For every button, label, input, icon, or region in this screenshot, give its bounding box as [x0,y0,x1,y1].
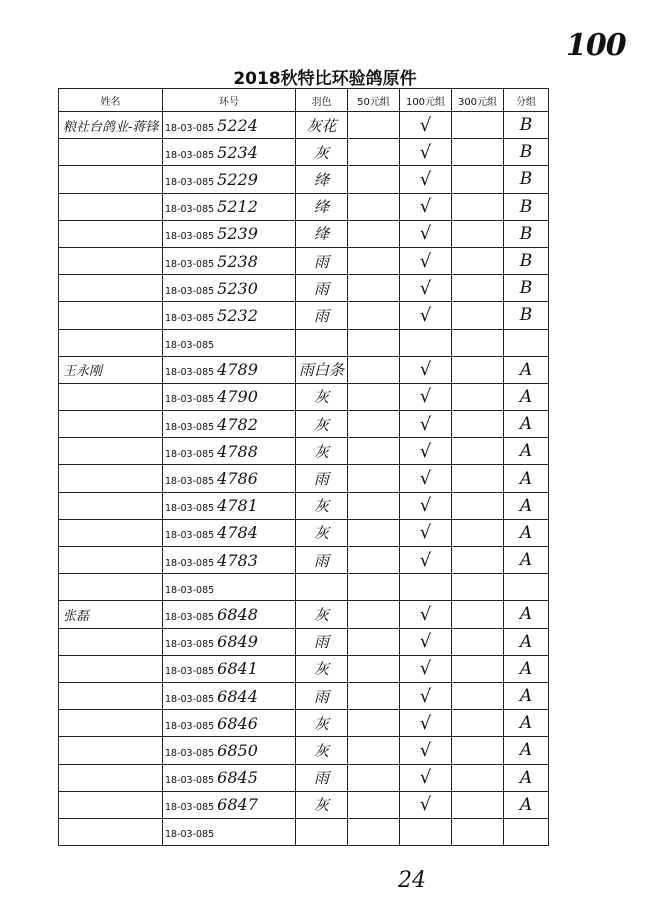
group-letter-cell [504,329,549,356]
table-row [59,682,549,709]
header-300-group: 300元组 [452,89,504,112]
group-letter-cell: A [504,411,549,438]
group-100-cell: √ [400,601,452,628]
group-50-cell [348,628,400,655]
group-50-cell [348,492,400,519]
group-letter-cell: A [504,356,549,383]
owner-name-cell [59,737,163,764]
owner-name-cell [59,655,163,682]
table-row [59,818,549,845]
ring-number-cell [163,655,296,682]
ring-number-cell [163,193,296,220]
table-row [59,329,549,356]
pigeon-ring-table [58,88,549,846]
owner-name-cell [59,438,163,465]
group-50-cell [348,112,400,139]
group-300-cell [452,139,504,166]
table-row [59,247,549,274]
group-300-cell [452,465,504,492]
feather-color-cell: 绛 [296,193,348,220]
table-row [59,166,549,193]
group-100-cell: √ [400,193,452,220]
group-100-cell [400,818,452,845]
group-50-cell [348,139,400,166]
group-300-cell [452,247,504,274]
group-50-cell [348,519,400,546]
group-100-cell: √ [400,302,452,329]
group-100-cell: √ [400,710,452,737]
feather-color-cell: 绛 [296,166,348,193]
ring-number-cell [163,574,296,601]
table-row [59,302,549,329]
owner-name-cell [59,547,163,574]
group-300-cell [452,601,504,628]
group-100-cell: √ [400,166,452,193]
group-100-cell: √ [400,139,452,166]
ring-number-cell [163,383,296,410]
group-100-cell: √ [400,682,452,709]
table-row [59,710,549,737]
owner-name-cell [59,275,163,302]
ring-number-cell [163,764,296,791]
owner-name-cell [59,383,163,410]
owner-name-cell [59,302,163,329]
group-50-cell [348,574,400,601]
ring-prefix: 18-03-085 [165,476,215,488]
group-letter-cell: B [504,193,549,220]
owner-name-cell [59,329,163,356]
footer-number: 24 [398,868,426,893]
group-letter-cell: B [504,139,549,166]
ring-prefix: 18-03-085 [165,530,215,542]
ring-number-cell [163,356,296,383]
group-50-cell [348,193,400,220]
feather-color-cell: 灰 [296,655,348,682]
group-letter-cell: B [504,166,549,193]
ring-prefix: 18-03-085 [165,448,215,460]
ring-suffix: 6848 [217,604,258,624]
group-letter-cell: A [504,383,549,410]
ring-suffix: 5232 [217,305,258,325]
ring-number-cell [163,112,296,139]
ring-number-cell [163,519,296,546]
group-50-cell [348,764,400,791]
header-row [59,89,549,112]
group-300-cell [452,547,504,574]
ring-number-cell [163,247,296,274]
group-300-cell [452,519,504,546]
feather-color-cell: 雨 [296,302,348,329]
ring-number-cell [163,601,296,628]
group-letter-cell: A [504,710,549,737]
ring-suffix: 4784 [217,523,258,543]
group-letter-cell: A [504,438,549,465]
group-50-cell [348,275,400,302]
group-50-cell [348,356,400,383]
table-row [59,655,549,682]
ring-number-cell [163,329,296,356]
group-letter-cell: B [504,275,549,302]
ring-prefix: 18-03-085 [165,421,215,433]
feather-color-cell: 灰 [296,139,348,166]
table-row [59,193,549,220]
feather-color-cell: 灰 [296,791,348,818]
table-row [59,492,549,519]
table-row [59,220,549,247]
ring-prefix: 18-03-085 [165,312,215,324]
group-300-cell [452,574,504,601]
ring-suffix: 6849 [217,632,258,652]
group-100-cell: √ [400,383,452,410]
ring-prefix: 18-03-085 [165,503,215,515]
group-letter-cell: A [504,465,549,492]
owner-name-cell [59,411,163,438]
feather-color-cell: 雨白条 [296,356,348,383]
group-letter-cell [504,574,549,601]
feather-color-cell: 雨 [296,628,348,655]
group-letter-cell: A [504,492,549,519]
owner-name-cell [59,247,163,274]
ring-prefix: 18-03-085 [165,802,215,814]
table-row [59,112,549,139]
group-letter-cell: A [504,547,549,574]
ring-suffix: 4790 [217,387,258,407]
group-50-cell [348,438,400,465]
group-letter-cell: A [504,519,549,546]
group-100-cell: √ [400,655,452,682]
owner-name-cell: 王永刚 [59,356,163,383]
group-letter-cell: B [504,112,549,139]
table-row [59,628,549,655]
ring-suffix: 5229 [217,169,258,189]
feather-color-cell [296,329,348,356]
ring-number-cell [163,818,296,845]
group-letter-cell: B [504,247,549,274]
ring-number-cell [163,791,296,818]
owner-name-cell [59,574,163,601]
ring-suffix: 4782 [217,414,258,434]
group-50-cell [348,329,400,356]
owner-name-cell [59,492,163,519]
feather-color-cell: 灰花 [296,112,348,139]
ring-prefix: 18-03-085 [165,204,215,216]
feather-color-cell: 灰 [296,411,348,438]
group-100-cell: √ [400,247,452,274]
group-100-cell: √ [400,737,452,764]
group-50-cell [348,655,400,682]
owner-name-cell [59,682,163,709]
group-letter-cell: B [504,302,549,329]
owner-name-cell [59,139,163,166]
group-100-cell: √ [400,465,452,492]
header-name: 姓名 [59,89,163,112]
feather-color-cell: 雨 [296,764,348,791]
owner-name-cell [59,166,163,193]
group-300-cell [452,818,504,845]
ring-suffix: 5230 [217,278,258,298]
header-color: 羽色 [296,89,348,112]
table-row [59,601,549,628]
ring-prefix: 18-03-085 [165,122,215,134]
ring-suffix: 4781 [217,496,258,516]
group-100-cell: √ [400,220,452,247]
ring-suffix: 6841 [217,659,258,679]
group-50-cell [348,411,400,438]
feather-color-cell: 雨 [296,465,348,492]
group-300-cell [452,737,504,764]
group-300-cell [452,791,504,818]
group-100-cell: √ [400,791,452,818]
group-letter-cell: A [504,737,549,764]
group-50-cell [348,166,400,193]
ring-prefix: 18-03-085 [165,829,215,841]
feather-color-cell: 灰 [296,601,348,628]
ring-number-cell [163,139,296,166]
group-300-cell [452,166,504,193]
ring-number-cell [163,710,296,737]
group-300-cell [452,628,504,655]
ring-number-cell [163,737,296,764]
group-50-cell [348,818,400,845]
table-row [59,438,549,465]
ring-number-cell [163,302,296,329]
ring-suffix: 4788 [217,441,258,461]
ring-number-cell [163,547,296,574]
ring-prefix: 18-03-085 [165,149,215,161]
group-100-cell [400,574,452,601]
group-100-cell: √ [400,628,452,655]
ring-suffix: 6845 [217,768,258,788]
group-300-cell [452,275,504,302]
table-row [59,574,549,601]
feather-color-cell: 绛 [296,220,348,247]
ring-suffix: 5234 [217,142,258,162]
group-100-cell: √ [400,492,452,519]
ring-number-cell [163,411,296,438]
group-50-cell [348,247,400,274]
page-title: 2018秋特比环验鸽原件 [233,69,417,89]
group-300-cell [452,492,504,519]
owner-name-cell [59,764,163,791]
ring-prefix: 18-03-085 [165,367,215,379]
ring-prefix: 18-03-085 [165,639,215,651]
group-letter-cell: A [504,628,549,655]
ring-suffix: 6847 [217,795,258,815]
feather-color-cell: 灰 [296,710,348,737]
ring-suffix: 5212 [217,197,258,217]
group-letter-cell: A [504,601,549,628]
table-row [59,411,549,438]
owner-name-cell [59,519,163,546]
group-100-cell: √ [400,519,452,546]
feather-color-cell: 雨 [296,547,348,574]
group-50-cell [348,302,400,329]
ring-prefix: 18-03-085 [165,720,215,732]
group-100-cell: √ [400,275,452,302]
table-row [59,275,549,302]
feather-color-cell: 灰 [296,737,348,764]
table-row [59,356,549,383]
owner-name-cell: 粮社台鸽业-蒋锋 [59,112,163,139]
table-row [59,791,549,818]
ring-suffix: 4786 [217,469,258,489]
group-300-cell [452,112,504,139]
group-50-cell [348,220,400,247]
group-300-cell [452,356,504,383]
group-300-cell [452,193,504,220]
ring-number-cell [163,275,296,302]
owner-name-cell [59,710,163,737]
owner-name-cell [59,220,163,247]
group-50-cell [348,682,400,709]
owner-name-cell [59,465,163,492]
group-letter-cell: B [504,220,549,247]
ring-suffix: 4783 [217,550,258,570]
header-100-group: 100元组 [400,89,452,112]
table-row [59,465,549,492]
group-300-cell [452,438,504,465]
group-letter-cell: A [504,764,549,791]
feather-color-cell: 灰 [296,383,348,410]
group-letter-cell: A [504,682,549,709]
ring-suffix: 6846 [217,713,258,733]
ring-suffix: 4789 [217,360,258,380]
feather-color-cell: 雨 [296,275,348,302]
ring-number-cell [163,628,296,655]
owner-name-cell: 张磊 [59,601,163,628]
ring-prefix: 18-03-085 [165,340,215,352]
group-300-cell [452,411,504,438]
group-300-cell [452,329,504,356]
group-300-cell [452,710,504,737]
owner-name-cell [59,628,163,655]
group-50-cell [348,710,400,737]
group-100-cell [400,329,452,356]
ring-prefix: 18-03-085 [165,611,215,623]
group-50-cell [348,547,400,574]
feather-color-cell [296,574,348,601]
group-300-cell [452,764,504,791]
group-letter-cell: A [504,791,549,818]
owner-name-cell [59,791,163,818]
group-letter-cell: A [504,655,549,682]
group-300-cell [452,302,504,329]
ring-prefix: 18-03-085 [165,394,215,406]
owner-name-cell [59,193,163,220]
ring-prefix: 18-03-085 [165,557,215,569]
ring-suffix: 5238 [217,251,258,271]
table-row [59,547,549,574]
feather-color-cell [296,818,348,845]
group-100-cell: √ [400,356,452,383]
ring-prefix: 18-03-085 [165,584,215,596]
ring-prefix: 18-03-085 [165,231,215,243]
ring-prefix: 18-03-085 [165,258,215,270]
table-row [59,383,549,410]
group-50-cell [348,737,400,764]
group-300-cell [452,383,504,410]
ring-prefix: 18-03-085 [165,176,215,188]
ring-number-cell [163,492,296,519]
group-300-cell [452,655,504,682]
page-number: 100 [566,28,626,63]
group-300-cell [452,682,504,709]
ring-suffix: 6850 [217,740,258,760]
table-body [59,112,549,846]
header-ring: 环号 [163,89,296,112]
group-100-cell: √ [400,411,452,438]
ring-prefix: 18-03-085 [165,747,215,759]
group-letter-cell [504,818,549,845]
group-50-cell [348,601,400,628]
table-row [59,519,549,546]
ring-prefix: 18-03-085 [165,666,215,678]
table-row [59,737,549,764]
feather-color-cell: 灰 [296,438,348,465]
table-row [59,139,549,166]
owner-name-cell [59,818,163,845]
group-100-cell: √ [400,438,452,465]
ring-number-cell [163,465,296,492]
group-100-cell: √ [400,547,452,574]
feather-color-cell: 灰 [296,492,348,519]
group-300-cell [452,220,504,247]
header-50-group: 50元组 [348,89,400,112]
ring-number-cell [163,166,296,193]
group-50-cell [348,465,400,492]
group-100-cell: √ [400,764,452,791]
group-50-cell [348,383,400,410]
table-row [59,764,549,791]
group-50-cell [348,791,400,818]
ring-number-cell [163,220,296,247]
ring-suffix: 6844 [217,686,258,706]
ring-suffix: 5239 [217,224,258,244]
ring-prefix: 18-03-085 [165,775,215,787]
ring-number-cell [163,682,296,709]
feather-color-cell: 雨 [296,247,348,274]
ring-prefix: 18-03-085 [165,285,215,297]
ring-prefix: 18-03-085 [165,693,215,705]
header-group: 分组 [504,89,549,112]
feather-color-cell: 灰 [296,519,348,546]
ring-number-cell [163,438,296,465]
ring-suffix: 5224 [217,115,258,135]
feather-color-cell: 雨 [296,682,348,709]
group-100-cell: √ [400,112,452,139]
